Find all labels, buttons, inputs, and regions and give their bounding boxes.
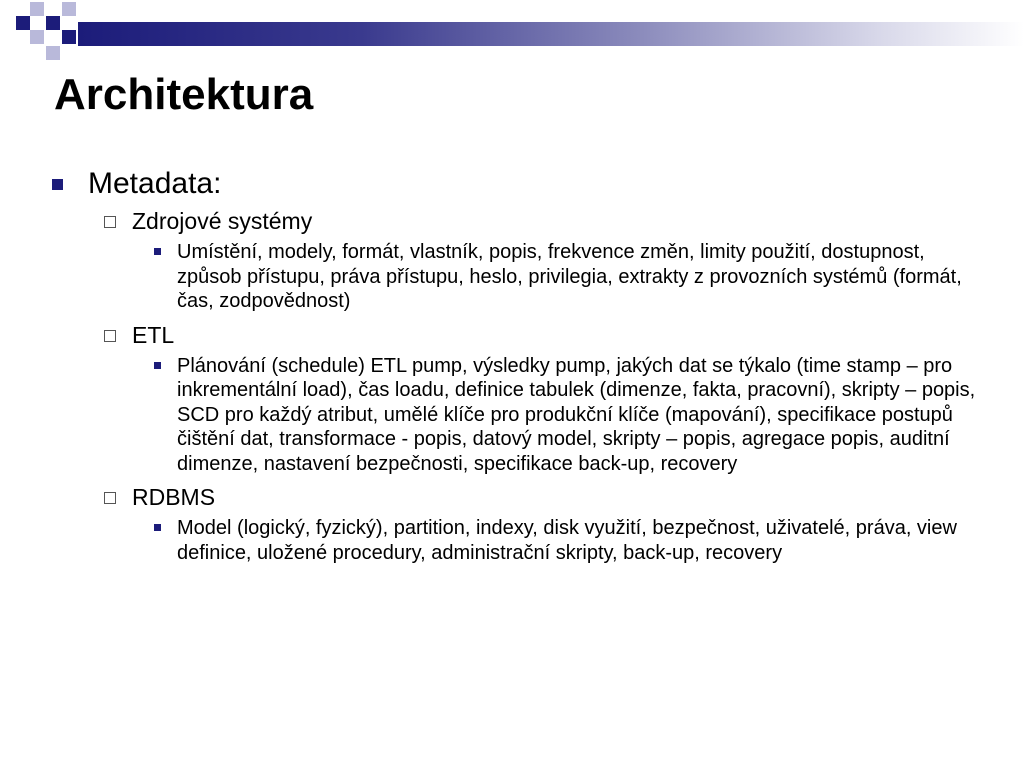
square-bullet-icon bbox=[52, 179, 63, 190]
bullet-level2-text: RDBMS bbox=[132, 484, 216, 510]
bullet-level2-etl bbox=[52, 320, 982, 350]
header-square bbox=[30, 30, 44, 44]
header-square bbox=[62, 2, 76, 16]
header-square bbox=[46, 46, 60, 60]
small-square-bullet-icon bbox=[154, 524, 161, 531]
bullet-level3-zdrojove bbox=[52, 240, 982, 314]
bullet-level2-zdrojove bbox=[52, 206, 982, 236]
bullet-level3-rdbms bbox=[52, 516, 982, 565]
header-square bbox=[62, 30, 76, 44]
bullet-level3-text: Model (logický, fyzický), partition, indexy, disk využití, bezpečnost, uživatelé, práva, view definice, uložené procedury, administrační skripty, back-up, recovery bbox=[177, 517, 957, 564]
header-square bbox=[30, 2, 44, 16]
bullet-level1 bbox=[52, 164, 982, 204]
bullet-level3-text: Plánování (schedule) ETL pump, výsledky pump, jakých dat se týkalo (time stamp – pro inkrementální load), čas loadu, definice tabulek (dimenze, fakta, pracovní), skripty – popis, SCD pro každý atribut, umělé klíče pro produkční klíče (mapování), specifikace postupů čištění dat, transformace - popis, datový model, skripty – popis, agregace popis, auditní dimenze, nastavení bezpečnosti, specifikace back-up, recovery bbox=[177, 354, 976, 475]
bullet-level2-text: Zdrojové systémy bbox=[132, 208, 313, 234]
hollow-square-bullet-icon bbox=[104, 492, 116, 504]
slide-content bbox=[52, 164, 982, 571]
hollow-square-bullet-icon bbox=[104, 216, 116, 228]
bullet-level3-etl bbox=[52, 354, 982, 477]
header-square bbox=[46, 16, 60, 30]
hollow-square-bullet-icon bbox=[104, 330, 116, 342]
bullet-level2-rdbms bbox=[52, 482, 982, 512]
header-gradient-bar bbox=[78, 22, 1024, 46]
bullet-level2-text: ETL bbox=[132, 321, 175, 348]
slide-title: Architektura bbox=[54, 70, 314, 119]
small-square-bullet-icon bbox=[154, 362, 161, 369]
bullet-level3-text: Umístění, modely, formát, vlastník, popis, frekvence změn, limity použití, dostupnost, způsob přístupu, práva přístupu, heslo, privilegia, extrakty z provozních systémů (formát, čas, zodpovědnost) bbox=[177, 241, 962, 312]
header-square bbox=[16, 16, 30, 30]
bullet-level1-text: Metadata: bbox=[88, 167, 222, 200]
header-decoration bbox=[0, 0, 1024, 62]
small-square-bullet-icon bbox=[154, 248, 161, 255]
